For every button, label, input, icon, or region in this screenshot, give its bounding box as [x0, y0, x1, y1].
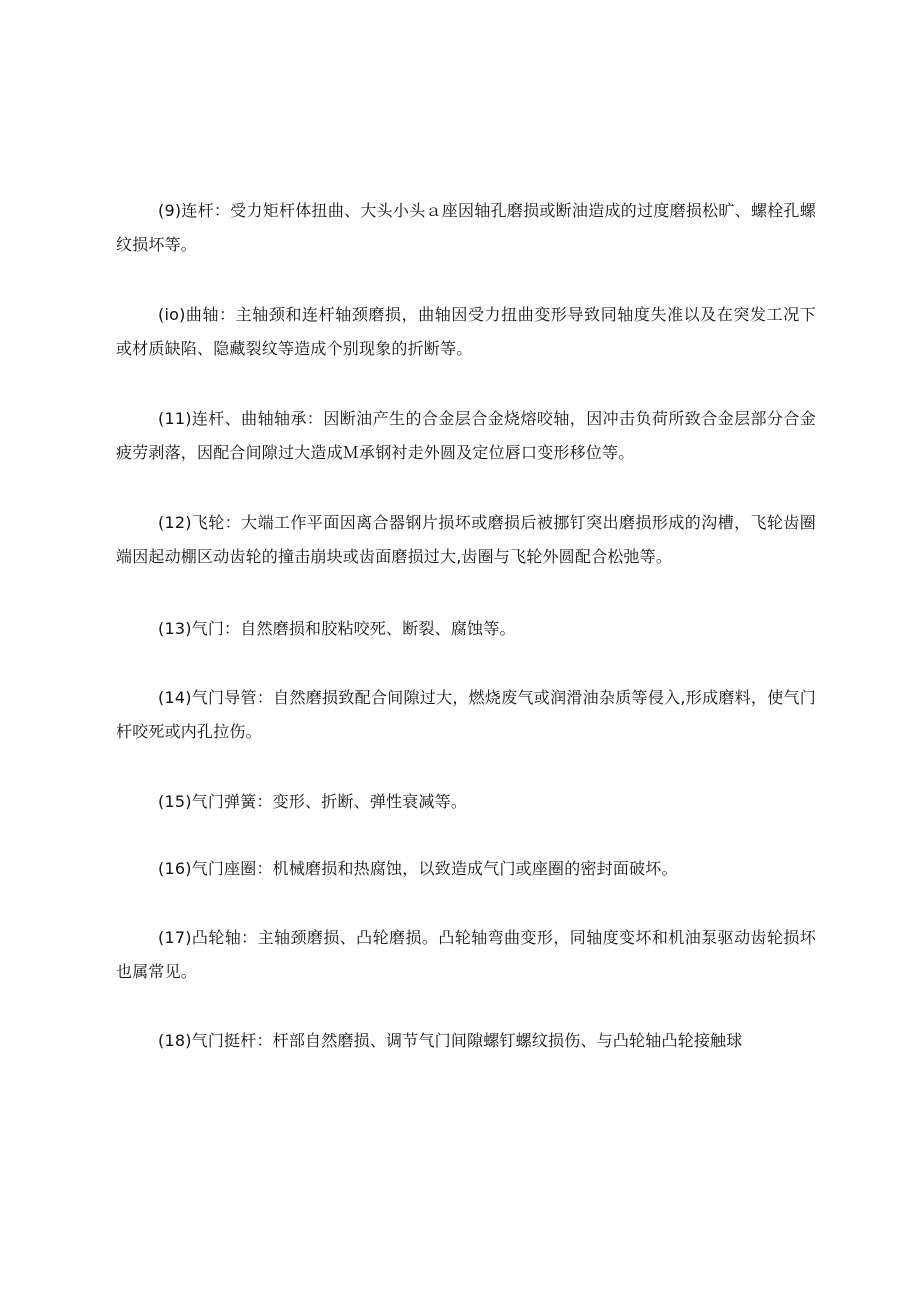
paragraph-camshaft: (17)凸轮轴：主轴颈磨损、凸轮磨损。凸轮轴弯曲变形，同轴度变坏和机油泵驱动齿轮损坏也属常见。 [116, 928, 816, 981]
paragraph-valve-tappet: (18)气门挺杆：杆部自然磨损、调节气门间隙螺钉螺纹损伤、与凸轮轴凸轮接触球 [158, 1031, 743, 1050]
paragraph-valve-spring: (15)气门弹簧：变形、折断、弹性衰减等。 [158, 792, 468, 811]
paragraph-flywheel: (12)飞轮：大端工作平面因离合器钢片损坏或磨损后被挪钉突出磨损形成的沟槽，飞轮齿圈端因起动棚区动齿轮的撞击崩块或齿面磨损过大,齿圈与飞轮外圆配合松弛等。 [116, 513, 816, 566]
paragraph-valve-guide: (14)气门导管：自然磨损致配合间隙过大，燃烧废气或润滑油杂质等侵入,形成磨料，使气门杆咬死或内孔拉伤。 [116, 688, 816, 741]
paragraph-bearings: (11)连杆、曲轴轴承：因断油产生的合金层合金烧熔咬轴，因冲击负荷所致合金层部分合金疲劳剥落，因配合间隙过大造成Ｍ承钢衬走外圆及定位唇口变形移位等。 [116, 409, 816, 462]
paragraph-connecting-rod: (9)连杆：受力矩杆体扭曲、大头小头ａ座因轴孔磨损或断油造成的过度磨损松旷、螺栓孔螺纹损坏等。 [116, 201, 816, 254]
paragraph-valve-seat: (16)气门座圈：机械磨损和热腐蚀，以致造成气门或座圈的密封面破坏。 [158, 859, 678, 878]
paragraph-valve: (13)气门：自然磨损和胶粘咬死、断裂、腐蚀等。 [158, 619, 516, 638]
paragraph-crankshaft: (io)曲轴：主轴颈和连杆轴颈磨损，曲轴因受力扭曲变形导致同轴度失准以及在突发工况下或材质缺陷、隐藏裂纹等造成个别现象的折断等。 [116, 305, 816, 358]
